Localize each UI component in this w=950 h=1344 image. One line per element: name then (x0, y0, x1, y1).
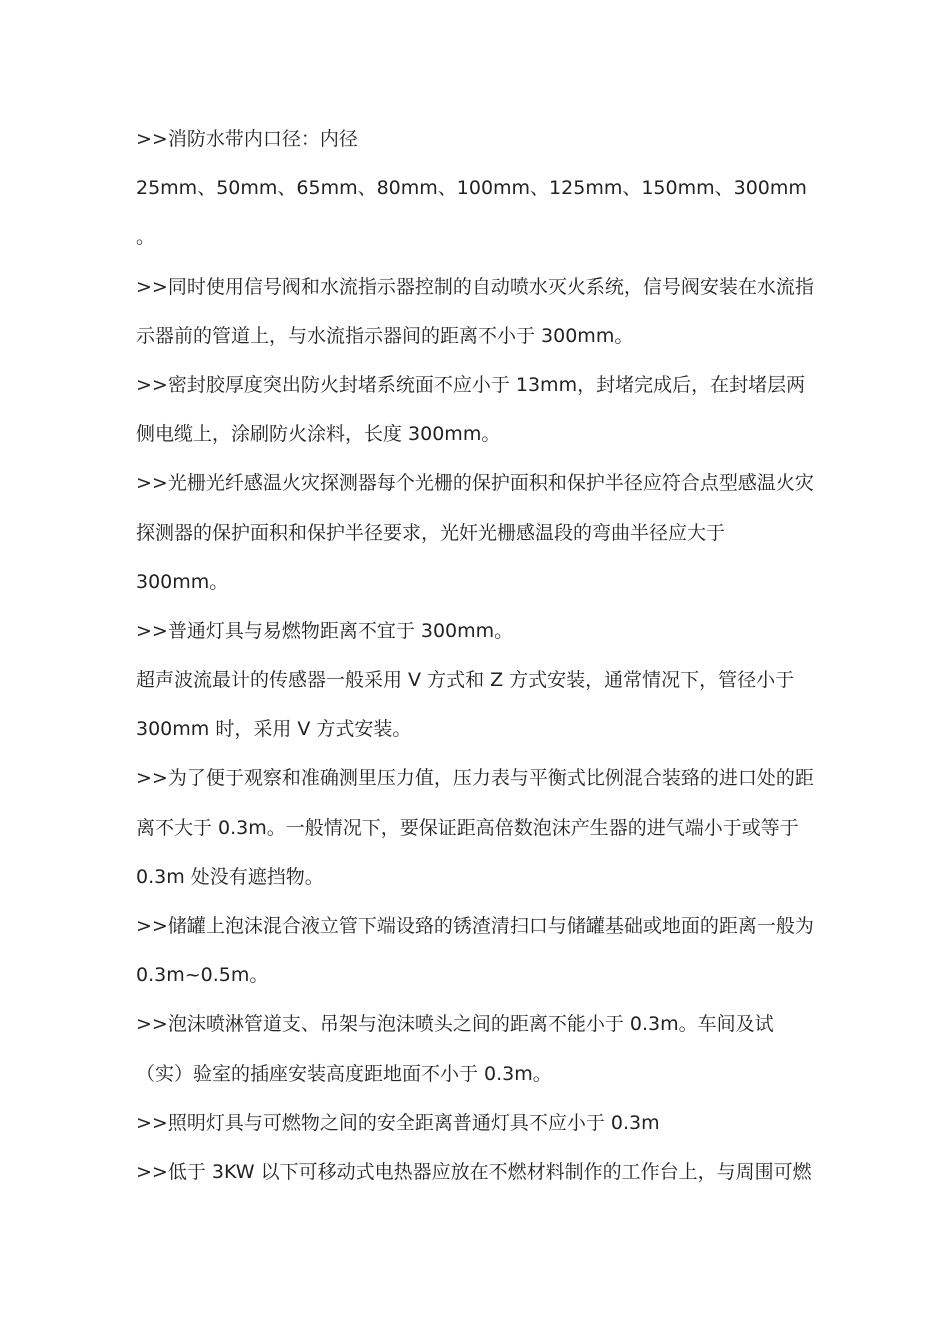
text-line: 离不大于 0.3m。一般情况下，要保证距高倍数泡沫产生器的进气端小于或等于 (136, 816, 799, 839)
text-line: >>储罐上泡沫混合液立管下端设臵的锈渣清扫口与储罐基础或地面的距离一般为 (136, 915, 814, 937)
text-line: >>低于 3KW 以下可移动式电热器应放在不燃材料制作的工作台上，与周围可燃 (136, 1160, 812, 1183)
text-line: 0.3m~0.5m。 (136, 964, 269, 987)
text-line: >>光栅光纤感温火灾探测器每个光栅的保护面积和保护半径应符合点型感温火灾 (136, 472, 814, 495)
text-line: >>密封胶厚度突出防火封堵系统面不应小于 13mm，封堵完成后，在封堵层两 (136, 373, 806, 396)
text-line: >>同时使用信号阀和水流指示器控制的自动喷水灭火系统，信号阀安装在水流指 (136, 275, 814, 298)
text-line: >>消防水带内口径：内径 (136, 128, 358, 150)
text-line: 300mm。 (136, 570, 229, 593)
text-line: 侧电缆上，涂刷防火涂料，长度 300mm。 (136, 423, 501, 446)
text-line: 300mm 时，采用 V 方式安装。 (136, 718, 412, 741)
text-line: 超声波流最计的传感器一般采用 V 方式和 Z 方式安装，通常情况下，管径小于 (136, 669, 795, 692)
text-line: （实）验室的插座安装高度距地面不小于 0.3m。 (136, 1062, 552, 1085)
text-line: >>为了便于观察和准确测里压力值，压力表与平衡式比例混合装臵的进口处的距 (136, 767, 814, 790)
text-line: >>普通灯具与易燃物距离不宜于 300mm。 (136, 619, 514, 642)
text-line: 探测器的保护面积和保护半径要求，光奸光栅感温段的弯曲半径应大于 (136, 521, 726, 544)
text-line: 25mm、50mm、65mm、80mm、100mm、125mm、150mm、300mm (136, 177, 807, 200)
text-line: 。 (136, 226, 156, 249)
text-line: >>照明灯具与可燃物之间的安全距离普通灯具不应小于 0.3m (136, 1111, 660, 1134)
text-line: >>泡沫喷淋管道支、吊架与泡沫喷头之间的距离不能小于 0.3m。车间及试 (136, 1013, 774, 1036)
text-line: 示器前的管道上，与水流指示器间的距离不小于 300mm。 (136, 324, 634, 347)
document-body (136, 115, 816, 1197)
text-line: 0.3m 处没有遮挡物。 (136, 865, 324, 888)
